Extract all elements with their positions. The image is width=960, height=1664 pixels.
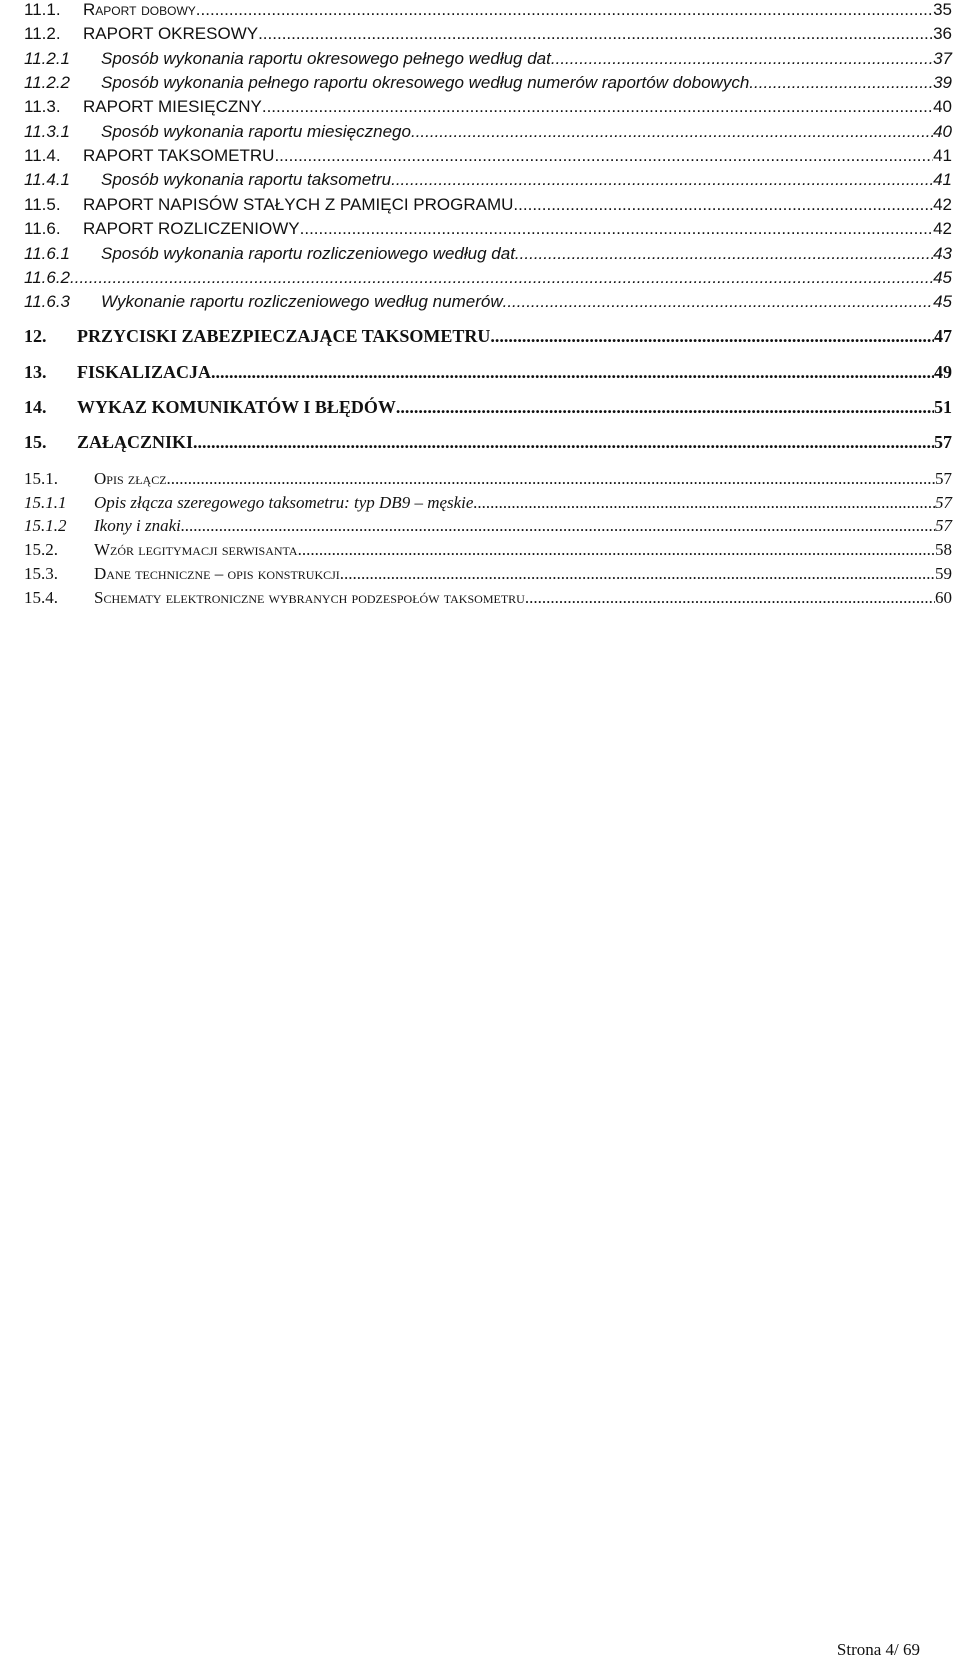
toc-entry-page: 57 (934, 432, 952, 452)
toc-entry-11-3-1[interactable] (24, 122, 952, 142)
page-number-label: Strona 4/ 69 (836, 1640, 920, 1659)
toc-entry-page: 37 (933, 49, 952, 68)
toc-leader-dots (70, 268, 933, 288)
toc-entry-page: 47 (934, 326, 952, 346)
toc-leader-dots (490, 326, 934, 347)
toc-entry-number: 11.6.3 (24, 292, 71, 311)
toc-leader-dots (391, 170, 933, 190)
toc-leader-dots (298, 540, 935, 560)
toc-entry-page: 60 (935, 588, 952, 607)
toc-entry-number: 11.6.1 (24, 244, 71, 263)
toc-entry-page: 51 (934, 397, 952, 417)
toc-entry-11-5[interactable] (24, 195, 952, 215)
toc-entry-number: 15. (24, 432, 47, 452)
toc-entry-title: Dane techniczne – opis konstrukcji (94, 564, 340, 583)
toc-entry-page: 45 (933, 268, 952, 287)
toc-leader-dots (300, 219, 933, 239)
toc-entry-title: FISKALIZACJA (77, 362, 212, 382)
toc-leader-dots (749, 73, 933, 93)
toc-entry-15-2[interactable] (24, 540, 952, 560)
toc-entry-number: 12. (24, 326, 47, 346)
toc-leader-dots (196, 0, 933, 20)
toc-entry-number: 15.3. (24, 564, 58, 583)
toc-entry-14[interactable] (24, 397, 952, 418)
toc-entry-11-1[interactable] (24, 0, 952, 20)
toc-entry-number: 13. (24, 362, 47, 382)
toc-entry-page: 58 (935, 540, 952, 559)
toc-leader-dots (513, 195, 933, 215)
toc-entry-title: Sposób wykonania raportu taksometru (101, 170, 392, 189)
toc-entry-title: RAPORT OKRESOWY (83, 24, 259, 43)
toc-entry-title: ZAŁĄCZNIKI (77, 432, 194, 452)
toc-entry-11-3[interactable] (24, 97, 952, 117)
toc-leader-dots (411, 122, 933, 142)
toc-entry-15-1-1[interactable] (24, 493, 952, 513)
toc-entry-number: 11.5. (24, 195, 61, 214)
toc-entry-number: 11.2. (24, 24, 61, 43)
toc-entry-page: 57 (935, 469, 952, 488)
toc-entry-page: 35 (933, 0, 952, 19)
toc-entry-15[interactable] (24, 432, 952, 453)
toc-entry-15-4[interactable] (24, 588, 952, 608)
toc-entry-title: RAPORT NAPISÓW STAŁYCH Z PAMIĘCI PROGRAMU (83, 195, 514, 214)
toc-leader-dots (503, 292, 933, 312)
toc-entry-title: PRZYCISKI ZABEZPIECZAJĄCE TAKSOMETRU (77, 326, 491, 346)
toc-entry-page: 42 (933, 219, 952, 238)
toc-entry-title: RAPORT ROZLICZENIOWY (83, 219, 300, 238)
toc-entry-11-2-2[interactable] (24, 73, 952, 93)
toc-leader-dots (167, 469, 935, 489)
toc-entry-page: 42 (933, 195, 952, 214)
toc-entry-number: 11.2.2 (24, 73, 71, 92)
toc-entry-page: 41 (933, 170, 952, 189)
toc-entry-11-2-1[interactable] (24, 49, 952, 69)
toc-leader-dots (340, 564, 935, 584)
toc-entry-15-1[interactable] (24, 469, 952, 489)
toc-leader-dots (181, 516, 935, 536)
toc-entry-page: 40 (933, 97, 952, 116)
toc-entry-11-2[interactable] (24, 24, 952, 44)
toc-entry-number: 11.3. (24, 97, 61, 116)
toc-entry-number: 15.1.2 (24, 516, 67, 535)
page-footer (837, 1640, 920, 1660)
toc-entry-13[interactable] (24, 362, 952, 383)
toc-entry-page: 36 (933, 24, 952, 43)
toc-entry-12[interactable] (24, 326, 952, 347)
toc-entry-15-1-2[interactable] (24, 516, 952, 536)
toc-entry-number: 15.4. (24, 588, 58, 607)
toc-entry-15-3[interactable] (24, 564, 952, 584)
toc-leader-dots (525, 588, 935, 608)
toc-leader-dots (551, 49, 933, 69)
toc-entry-title: Sposób wykonania raportu okresowego pełnego według dat (101, 49, 551, 68)
toc-entry-11-6[interactable] (24, 219, 952, 239)
toc-entry-number: 11.4.1 (24, 170, 71, 189)
toc-entry-title: WYKAZ KOMUNIKATÓW I BŁĘDÓW (77, 397, 396, 417)
toc-entry-title: Opis złącza szeregowego taksometru: typ DB9 – męskie (94, 493, 474, 512)
toc-entry-page: 57 (935, 493, 952, 512)
toc-entry-number: 11.6.2 (24, 268, 71, 287)
toc-entry-title: Sposób wykonania raportu rozliczeniowego według dat (101, 244, 515, 263)
toc-entry-page: 41 (933, 146, 952, 165)
toc-entry-title: RAPORT MIESIĘCZNY (83, 97, 262, 116)
toc-leader-dots (274, 146, 933, 166)
toc-entry-title: Wzór legitymacji serwisanta (94, 540, 298, 559)
toc-entry-page: 40 (933, 122, 952, 141)
toc-entry-number: 15.2. (24, 540, 58, 559)
toc-leader-dots (211, 362, 934, 383)
toc-entry-11-6-1[interactable] (24, 244, 952, 264)
toc-entry-page: 45 (933, 292, 952, 311)
toc-entry-page: 43 (933, 244, 952, 263)
toc-entry-number: 11.1. (24, 0, 61, 19)
toc-leader-dots (262, 97, 933, 117)
toc-entry-title: Sposób wykonania raportu miesięcznego (101, 122, 411, 141)
toc-entry-title: Schematy elektroniczne wybranych podzespołów taksometru (94, 588, 525, 607)
toc-entry-title: Sposób wykonania pełnego raportu okresowego według numerów raportów dobowych (101, 73, 750, 92)
toc-entry-title: Ikony i znaki (94, 516, 181, 535)
toc-leader-dots (396, 397, 934, 418)
toc-entry-11-6-3[interactable] (24, 292, 952, 312)
toc-entry-11-4-1[interactable] (24, 170, 952, 190)
toc-leader-dots (473, 493, 935, 513)
toc-entry-number: 11.4. (24, 146, 61, 165)
toc-entry-11-4[interactable] (24, 146, 952, 166)
toc-entry-page: 39 (933, 73, 952, 92)
toc-entry-number: 11.6. (24, 219, 61, 238)
toc-leader-dots (515, 244, 933, 264)
toc-entry-page: 49 (934, 362, 952, 382)
toc-entry-page: 57 (935, 516, 952, 535)
toc-entry-number: 11.3.1 (24, 122, 71, 141)
toc-entry-11-6-2[interactable] (24, 268, 952, 288)
toc-leader-dots (193, 432, 934, 453)
toc-entry-title: Wykonanie raportu rozliczeniowego według numerów (101, 292, 503, 311)
toc-entry-number: 15.1. (24, 469, 58, 488)
toc-entry-number: 14. (24, 397, 47, 417)
toc-entry-number: 15.1.1 (24, 493, 67, 512)
toc-leader-dots (258, 24, 933, 44)
toc-entry-title: Opis złącz (94, 469, 167, 488)
toc-entry-number: 11.2.1 (24, 49, 71, 68)
toc-entry-page: 59 (935, 564, 952, 583)
toc-entry-title: Raport dobowy (83, 0, 196, 19)
toc-entry-title: RAPORT TAKSOMETRU (83, 146, 275, 165)
